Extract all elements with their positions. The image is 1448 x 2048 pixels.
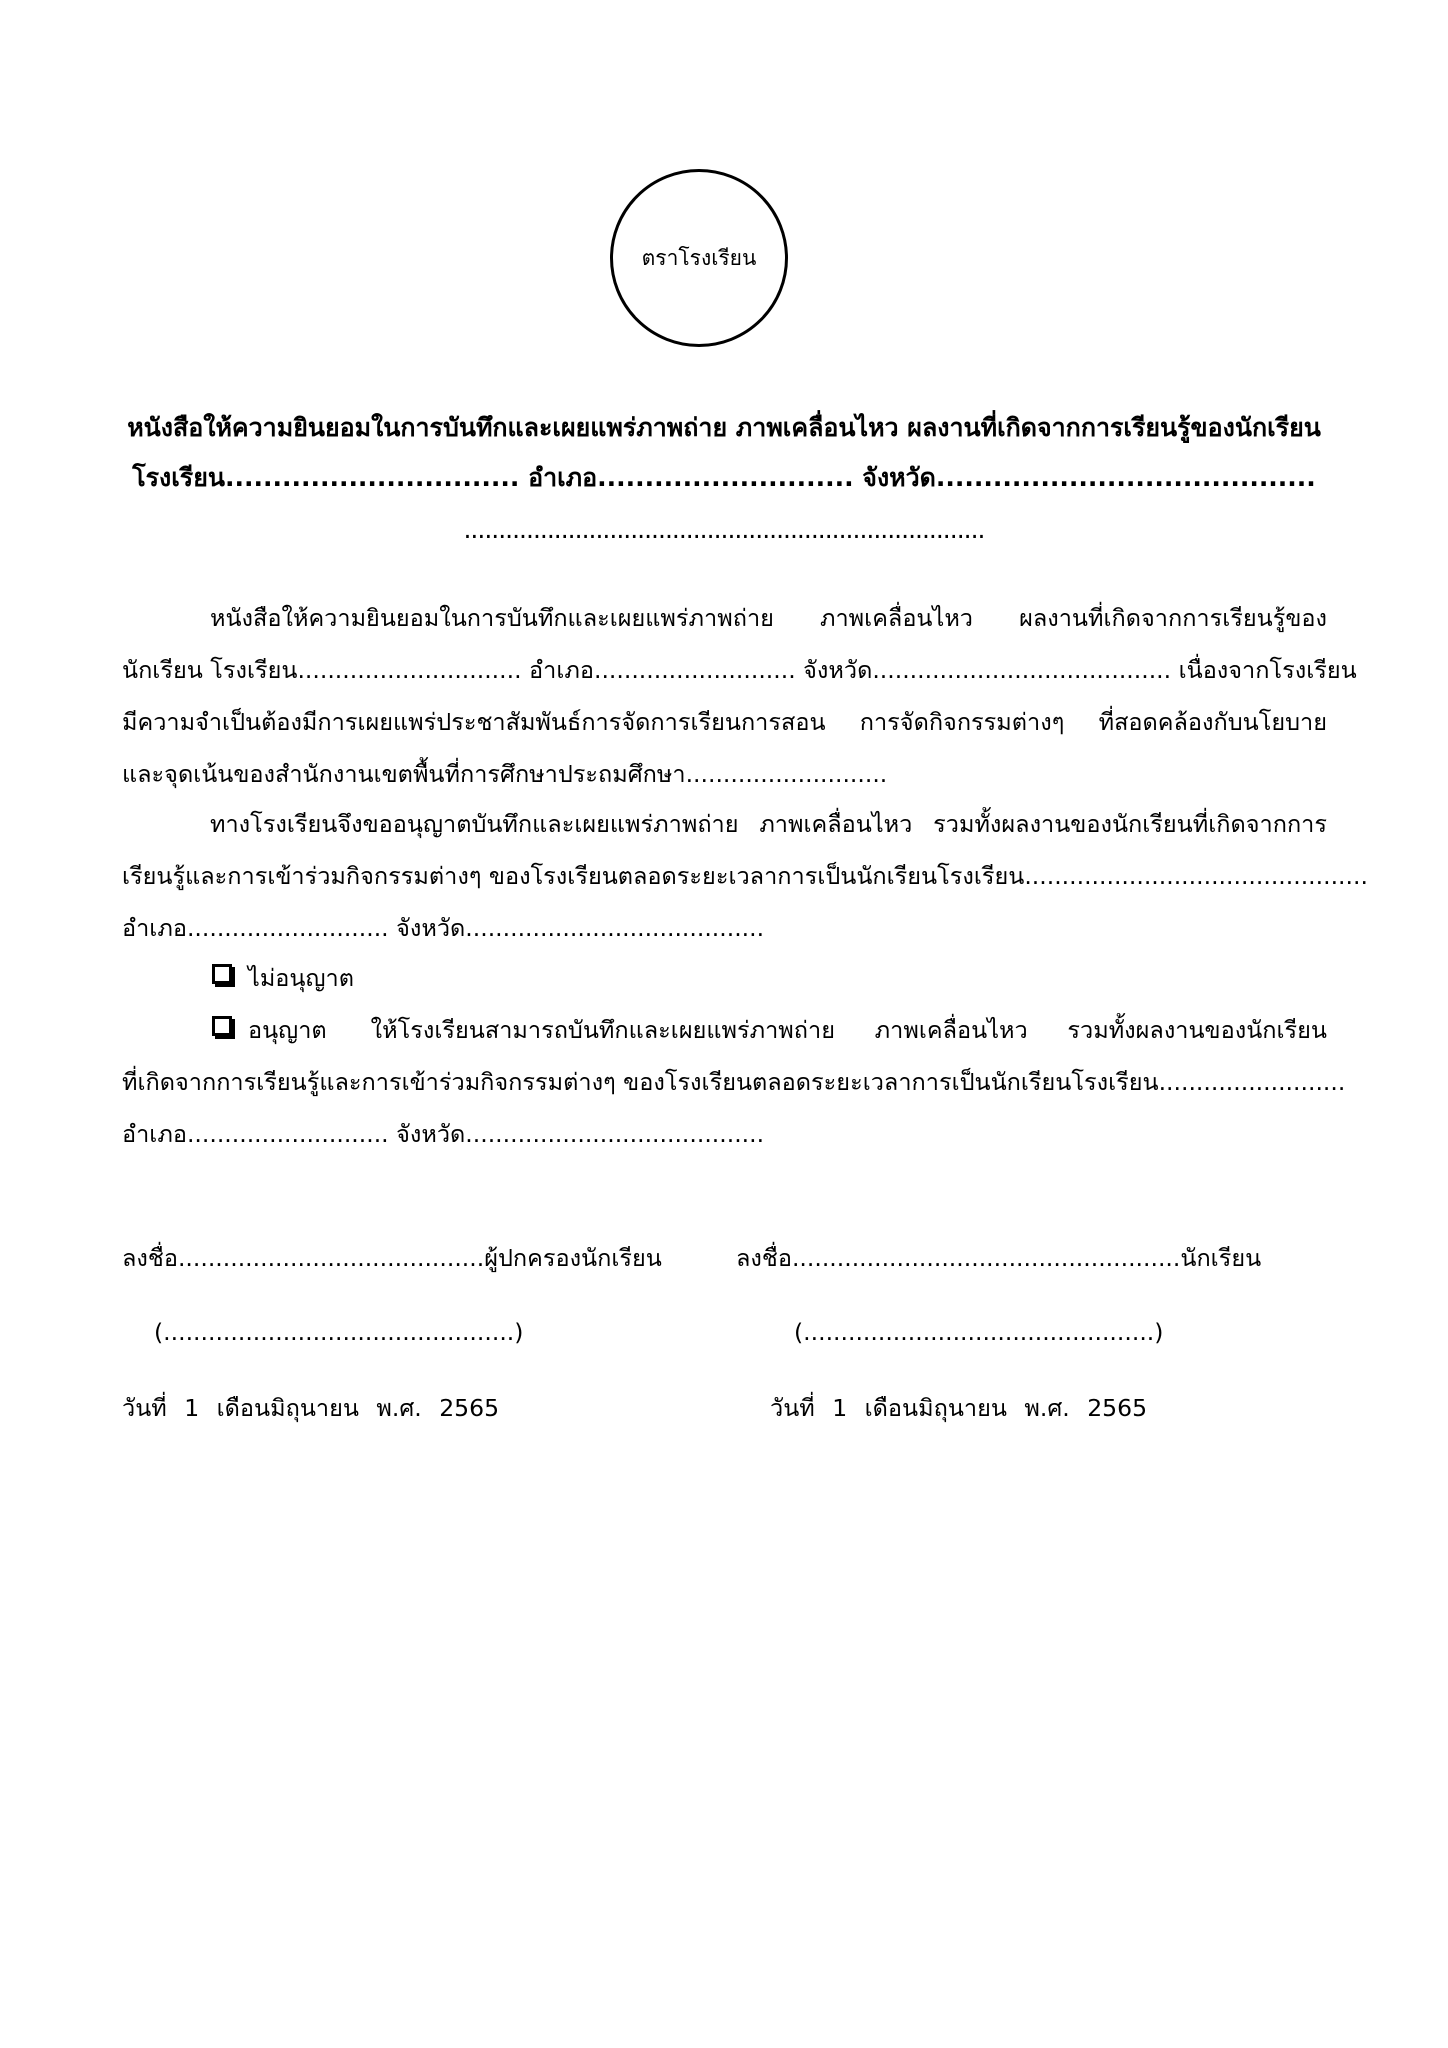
allow-line-2: ที่เกิดจากการเรียนรู้และการเข้าร่วมกิจกรรมต่างๆ ของโรงเรียนตลอดระยะเวลาการเป็นนักเรียนโรงเรียน......................... — [122, 1068, 1346, 1096]
parent-date-line: วันที่ 1 เดือนมิถุนายน พ.ศ. 2565 — [122, 1394, 500, 1422]
paragraph-1-line-3: มีความจำเป็นต้องมีการเผยแพร่ประชาสัมพันธ์การจัดการเรียนการสอน การจัดกิจกรรมต่างๆ ที่สอดคล้องกับนโยบาย — [122, 708, 1327, 736]
paragraph-1-line-1: หนังสือให้ความยินยอมในการบันทึกและเผยแพร่ภาพถ่าย ภาพเคลื่อนไหว ผลงานที่เกิดจากการเรียนรู้ของ — [210, 604, 1327, 632]
student-date-line: วันที่ 1 เดือนมิถุนายน พ.ศ. 2565 — [770, 1394, 1148, 1422]
allow-label: อนุญาต — [248, 1016, 327, 1044]
parent-name-line: (...............................................) — [154, 1318, 524, 1346]
school-location-line: โรงเรียน............................... อำเภอ........................... จังหวัด........................................ — [132, 463, 1316, 492]
paragraph-1-line-2: นักเรียน โรงเรียน.............................. อำเภอ........................... จังหวัด........................................ เนื่องจากโรงเรียน — [122, 656, 1357, 684]
option-deny[interactable] — [212, 960, 354, 996]
allow-checkbox[interactable] — [212, 1016, 232, 1036]
school-seal — [610, 169, 788, 347]
allow-line-1-text: ให้โรงเรียนสามารถบันทึกและเผยแพร่ภาพถ่าย ภาพเคลื่อนไหว รวมทั้งผลงานของนักเรียน — [370, 1016, 1327, 1044]
deny-checkbox[interactable] — [212, 964, 232, 984]
allow-line-3: อำเภอ........................... จังหวัด........................................ — [122, 1120, 765, 1148]
school-seal-label: ตราโรงเรียน — [641, 245, 757, 270]
paragraph-2-line-1: ทางโรงเรียนจึงขออนุญาตบันทึกและเผยแพร่ภาพถ่าย ภาพเคลื่อนไหว รวมทั้งผลงานของนักเรียนที่เกิดจากการ — [210, 810, 1327, 838]
paragraph-1-line-4: และจุดเน้นของสำนักงานเขตพื้นที่การศึกษาประถมศึกษา........................... — [122, 760, 888, 788]
title-blank-line: ........................................................................... — [463, 515, 985, 544]
paragraph-2-line-2: เรียนรู้และการเข้าร่วมกิจกรรมต่างๆ ของโรงเรียนตลอดระยะเวลาการเป็นนักเรียนโรงเรียน.............................................. — [122, 862, 1368, 890]
option-allow[interactable] — [212, 1012, 1327, 1048]
student-name-line: (...............................................) — [794, 1318, 1164, 1346]
document-title: หนังสือให้ความยินยอมในการบันทึกและเผยแพร่ภาพถ่าย ภาพเคลื่อนไหว ผลงานที่เกิดจากการเรียนรู้ของนักเรียน — [127, 413, 1321, 442]
student-signature-line: ลงชื่อ....................................................นักเรียน — [736, 1244, 1262, 1272]
paragraph-2-line-3: อำเภอ........................... จังหวัด........................................ — [122, 914, 765, 942]
parent-signature-line: ลงชื่อ.........................................ผู้ปกครองนักเรียน — [122, 1244, 662, 1272]
deny-label: ไม่อนุญาต — [248, 964, 354, 992]
